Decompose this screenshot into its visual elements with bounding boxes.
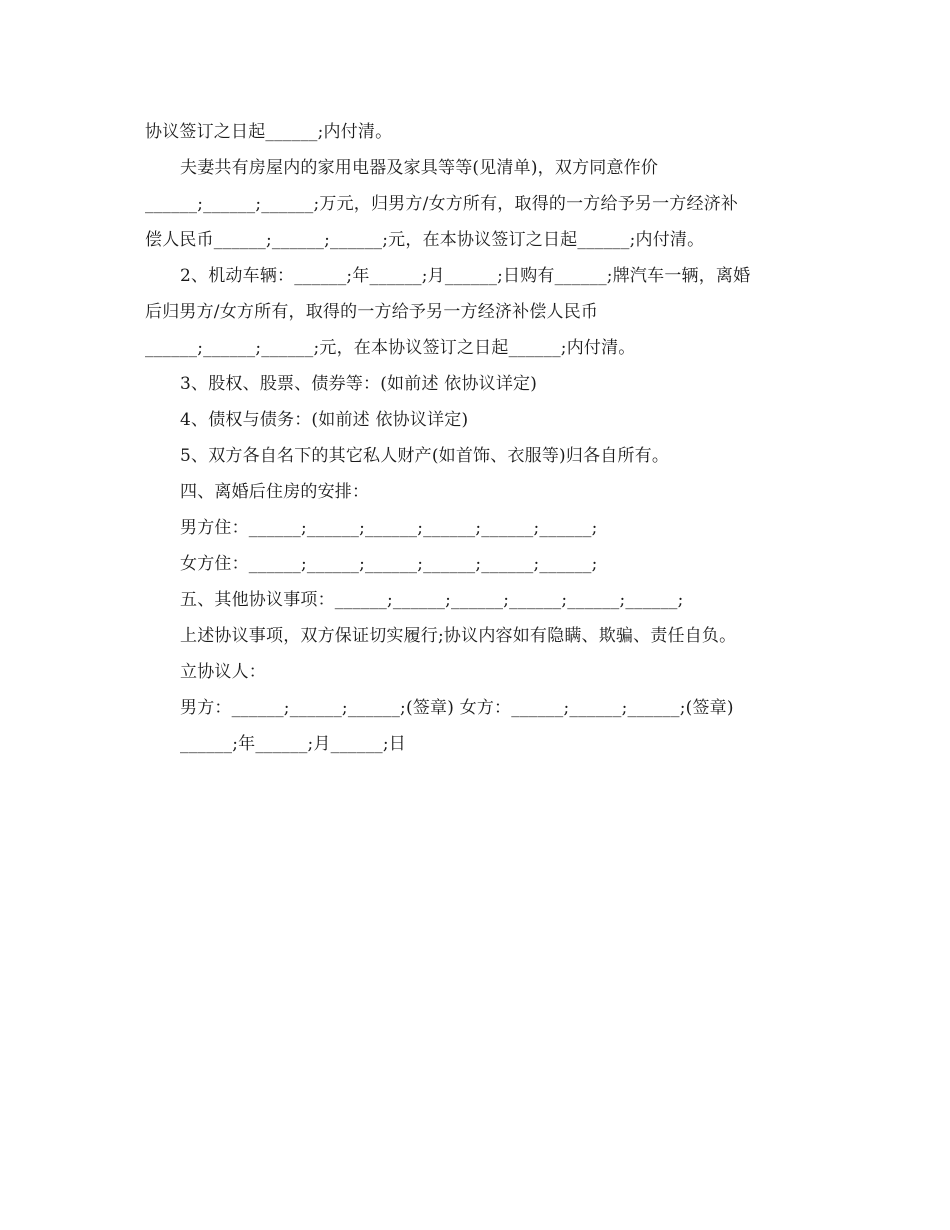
signature-line: 男方：______;______;______;(签章) 女方：______;______;______;(签章)	[180, 698, 734, 718]
text-line: ______;______;______;万元，归男方/女方所有，取得的一方给予另一方经济补	[145, 194, 739, 214]
text-line: 夫妻共有房屋内的家用电器及家具等等(见清单)，双方同意作价	[180, 158, 659, 178]
text-line: 3、股权、股票、债券等：(如前述 依协议详定)	[180, 374, 538, 394]
text-line: 偿人民币______;______;______;元，在本协议签订之日起______;内付清。	[145, 230, 705, 250]
text-line: 立协议人：	[180, 662, 266, 682]
text-line: 2、机动车辆：______;年______;月______;日购有______;牌汽车一辆，离婚	[180, 266, 751, 286]
section-heading: 五、其他协议事项：______;______;______;______;______;______;	[180, 590, 684, 610]
date-line: ______;年______;月______;日	[180, 734, 406, 754]
text-line: 协议签订之日起______;内付清。	[145, 122, 393, 142]
text-line: 后归男方/女方所有，取得的一方给予另一方经济补偿人民币	[145, 302, 599, 322]
text-line: 男方住：______;______;______;______;______;______;	[180, 518, 598, 538]
text-line: ______;______;______;元，在本协议签订之日起______;内付清。	[145, 338, 636, 358]
text-line: 4、债权与债务：(如前述 依协议详定)	[180, 410, 469, 430]
section-heading: 四、离婚后住房的安排：	[180, 482, 370, 502]
text-line: 女方住：______;______;______;______;______;______;	[180, 554, 598, 574]
text-line: 上述协议事项，双方保证切实履行;协议内容如有隐瞒、欺骗、责任自负。	[180, 626, 737, 646]
text-line: 5、双方各自名下的其它私人财产(如首饰、衣服等)归各自所有。	[180, 446, 670, 466]
